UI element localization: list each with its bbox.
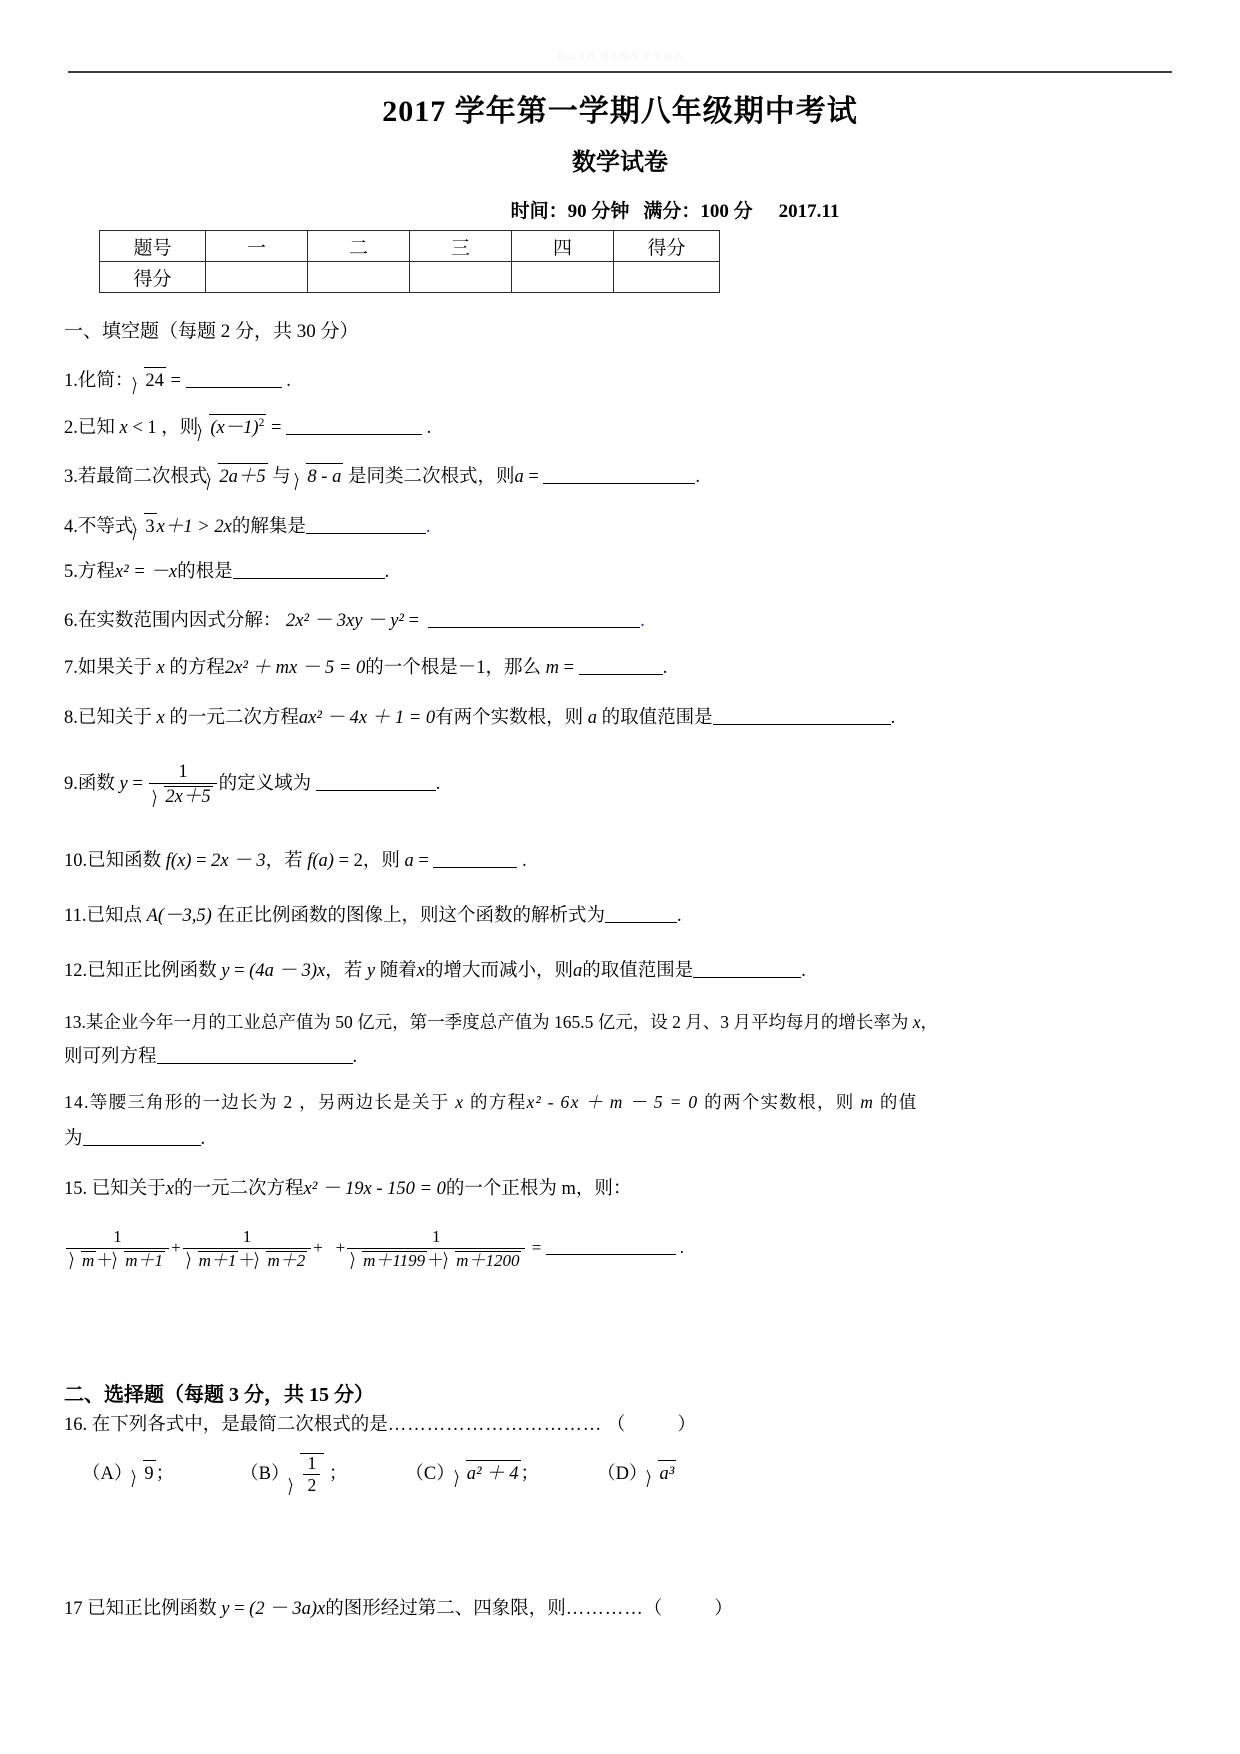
question-number: 9. <box>64 774 78 795</box>
period: . <box>679 1238 685 1258</box>
variable: x <box>119 418 128 439</box>
period: . <box>522 851 527 871</box>
answer-paren-open: （ <box>643 1599 663 1619</box>
sqrt-icon <box>455 1459 521 1488</box>
question-text: 的根是 <box>177 562 233 582</box>
plus-sign: ＋ <box>427 1250 445 1270</box>
score-table-cell-empty[interactable] <box>512 262 614 293</box>
question-number: 16. <box>64 1415 88 1435</box>
score-table-cell: 一 <box>206 231 308 262</box>
fraction-2 <box>183 1228 312 1270</box>
equals-sign: = <box>127 774 148 795</box>
expression: (2 － 3a)x <box>249 1599 326 1619</box>
variable: a <box>404 851 414 871</box>
question-number: 7. <box>64 658 78 678</box>
period: . <box>890 708 896 728</box>
plus-sign: ＋ <box>96 1250 114 1270</box>
question-number: 13. <box>64 1012 86 1032</box>
question-8 <box>64 705 895 732</box>
question-16 <box>64 1412 696 1439</box>
question-text: 的取值范围是 <box>601 708 713 728</box>
question-13-line-1 <box>64 1010 938 1035</box>
total-score-value: 100 分 <box>700 201 753 222</box>
answer-blank[interactable] <box>286 417 422 436</box>
question-text: ，若 <box>325 961 363 981</box>
equals-sign: = <box>403 611 424 631</box>
page-watermark: 精品文档 用心整理 助您成功 <box>556 52 684 62</box>
question-text: 的值 <box>879 1092 918 1112</box>
option-label: （D） <box>597 1464 648 1485</box>
numerator: 1 <box>303 1454 320 1475</box>
variable: x <box>455 1092 465 1112</box>
radicand: m＋2 <box>267 1250 306 1270</box>
section-heading-multiple-choice: 二、选择题（每题 3 分，共 15 分） <box>64 1384 374 1406</box>
question-number: 2. <box>64 418 78 439</box>
question-14-line-1 <box>64 1090 918 1115</box>
variable: y <box>221 1599 230 1619</box>
time-value: 90 分钟 <box>567 201 630 222</box>
question-number: 3. <box>64 467 78 487</box>
expression: 2x² － 3xy － y² <box>286 611 404 631</box>
answer-blank[interactable] <box>579 657 663 676</box>
option-b[interactable] <box>240 1453 348 1496</box>
question-text: 与 <box>272 467 291 487</box>
section-heading-fill-in: 一、填空题（每题 2 分，共 30 分） <box>64 321 359 342</box>
sqrt-icon <box>444 1250 521 1271</box>
plus-sign: ＋ <box>238 1250 256 1270</box>
variable: a <box>514 467 524 487</box>
equals-sign: = <box>165 371 186 391</box>
variable: m <box>860 1092 875 1112</box>
sqrt-icon <box>113 1250 165 1271</box>
question-text: 已知正比例函数 <box>87 961 217 981</box>
answer-blank[interactable] <box>546 1238 676 1255</box>
score-table-cell: 四 <box>512 231 614 262</box>
numerator: 1 <box>347 1228 525 1249</box>
option-a[interactable] <box>82 1464 174 1484</box>
score-table-cell: 二 <box>308 231 410 262</box>
denominator: 2 <box>307 1475 317 1496</box>
variable: y <box>366 961 376 981</box>
sqrt-icon <box>647 1459 676 1488</box>
answer-blank[interactable] <box>83 1128 201 1147</box>
radicand: 24 <box>144 367 166 395</box>
question-text: 的一个根是 <box>365 658 458 678</box>
answer-blank[interactable] <box>428 610 640 629</box>
question-5 <box>64 559 389 586</box>
question-text: 则可列方程 <box>64 1047 157 1067</box>
question-text: 已知正比例函数 <box>87 1599 217 1619</box>
value: 2 <box>353 851 363 871</box>
question-text: ，则 <box>161 418 199 439</box>
question-number: 17 <box>64 1599 83 1619</box>
period: . <box>200 1129 206 1149</box>
variable: x <box>416 961 425 981</box>
equals-sign: = <box>229 961 250 981</box>
denominator <box>347 1249 525 1271</box>
question-number: 5. <box>64 562 78 582</box>
function-notation: f(a) <box>307 851 334 871</box>
score-table-cell: 得分 <box>100 262 206 293</box>
radicand: 9 <box>143 1460 155 1488</box>
operator-plus: + <box>313 1238 323 1258</box>
radicand: a³ <box>658 1460 676 1488</box>
function-notation: f(x) <box>165 851 192 871</box>
equals-sign: = <box>413 851 434 871</box>
expression: ax² － 4x ＋ 1 = 0 <box>298 708 436 728</box>
question-text: 已知点 <box>86 906 142 926</box>
period: . <box>695 467 701 487</box>
leader-dots: ………… <box>565 1599 644 1619</box>
exam-info-line <box>0 196 1240 223</box>
question-text: 已知关于 <box>77 708 152 728</box>
question-text: 的解集是 <box>231 517 306 537</box>
answer-blank[interactable] <box>157 1046 353 1065</box>
question-text: 如果关于 <box>77 658 152 678</box>
score-table-cell-empty[interactable] <box>206 262 308 293</box>
option-separator: ； <box>155 1464 175 1485</box>
question-15-line-1 <box>64 1176 631 1203</box>
period: . <box>384 562 390 582</box>
sqrt-icon <box>70 1250 96 1271</box>
question-text: 的增大而减小，则 <box>424 961 573 981</box>
question-text: 已知 <box>77 418 115 439</box>
question-text: 的一个正根为 m，则： <box>445 1179 632 1199</box>
sqrt-icon <box>187 1250 239 1271</box>
sqrt-icon <box>255 1250 307 1271</box>
question-text: 的取值范围是 <box>582 961 694 981</box>
radicand: a² ＋ 4 <box>466 1460 521 1488</box>
equals-sign: = <box>333 851 354 871</box>
question-text: 化简： <box>77 371 134 391</box>
answer-blank[interactable] <box>306 516 426 535</box>
question-text: 已知函数 <box>87 851 162 871</box>
equals-sign: = <box>266 418 287 439</box>
question-text: 不等式 <box>77 517 134 537</box>
question-text: 方程 <box>77 562 115 582</box>
total-score-label: 满分： <box>643 201 701 222</box>
score-table-cell: 三 <box>410 231 512 262</box>
score-table-cell: 得分 <box>614 231 720 262</box>
question-text: 是同类二次根式，则 <box>347 467 515 487</box>
equals-sign: = <box>559 658 579 678</box>
option-label: （C） <box>405 1464 455 1485</box>
radicand: 3 <box>144 513 156 541</box>
answer-blank[interactable] <box>186 370 282 389</box>
option-label: （A） <box>82 1464 133 1485</box>
leader-dots: …………………………… <box>387 1415 603 1435</box>
equals-sign: = <box>191 851 212 871</box>
radicand: 8 - a <box>306 463 343 491</box>
table-row-header <box>100 231 720 262</box>
question-number: 4. <box>64 517 78 537</box>
sqrt-icon <box>133 512 156 541</box>
expression: 2x² ＋ mx － 5 = 0 <box>224 658 366 678</box>
radicand: 2x＋5 <box>165 787 211 808</box>
variable: x <box>165 1179 174 1199</box>
question-14-line-2 <box>64 1126 205 1153</box>
table-row <box>100 262 720 293</box>
question-text: ， <box>920 1012 939 1032</box>
radicand: m＋1200 <box>456 1250 520 1270</box>
page-title: 2017 学年第一学期八年级期中考试 <box>382 95 858 128</box>
question-number: 11. <box>64 906 87 926</box>
variable: y <box>119 774 128 795</box>
variable: y <box>221 961 230 981</box>
variable: m <box>545 658 559 678</box>
question-text: 的两个实数根，则 <box>704 1092 855 1112</box>
denominator <box>149 784 216 807</box>
question-12 <box>64 958 806 985</box>
value: －1 <box>457 658 486 678</box>
expression: x＋1 > 2x <box>156 517 232 537</box>
question-text: 在下列各式中，是最简二次根式的是 <box>91 1415 388 1435</box>
question-3 <box>64 462 700 491</box>
question-text: 在实数范围内因式分解： <box>77 611 282 631</box>
sqrt-icon <box>153 785 212 807</box>
question-text: 的方程 <box>470 1092 527 1112</box>
option-d[interactable] <box>597 1464 676 1484</box>
answer-blank[interactable] <box>433 850 517 869</box>
question-4 <box>64 512 430 541</box>
expression: x² - 6x ＋ m － 5 = 0 <box>526 1092 699 1112</box>
exam-date: 2017.11 <box>778 201 840 222</box>
expression: (4a － 3)x <box>249 961 326 981</box>
answer-blank[interactable] <box>316 773 436 792</box>
question-number: 10. <box>64 851 88 871</box>
fraction <box>303 1454 320 1496</box>
sqrt-icon <box>198 413 266 442</box>
question-text: 等腰三角形的一边长为 2 ，另两边长是关于 <box>89 1092 450 1112</box>
sqrt-icon <box>132 1459 155 1488</box>
question-7 <box>64 655 667 682</box>
variable: a <box>587 708 597 728</box>
question-number: 12. <box>64 961 88 981</box>
question-number: 15. <box>64 1179 88 1199</box>
question-text: 的方程 <box>169 658 225 678</box>
variable: x <box>912 1012 921 1032</box>
period: . <box>286 371 291 391</box>
question-text: 已知关于 <box>91 1179 166 1199</box>
operator-plus: + <box>171 1238 181 1258</box>
question-text: 函数 <box>77 774 115 795</box>
equals-sign: = <box>523 467 544 487</box>
equals-sign: = <box>527 1238 546 1258</box>
answer-blank[interactable] <box>693 960 801 979</box>
option-label: （B） <box>240 1464 290 1485</box>
question-9 <box>64 762 440 808</box>
expression: x² = －x <box>114 562 178 582</box>
expression: 2x － 3 <box>211 851 266 871</box>
score-table-cell: 题号 <box>100 231 206 262</box>
radicand: m＋1 <box>125 1250 164 1270</box>
option-separator: ； <box>520 1464 540 1485</box>
relation: < 1 <box>127 418 157 439</box>
sqrt-icon <box>133 366 166 395</box>
score-table-cell-empty[interactable] <box>410 262 512 293</box>
period: . <box>426 418 432 439</box>
question-1 <box>64 366 291 395</box>
numerator: 1 <box>183 1228 312 1249</box>
period: . <box>801 961 806 981</box>
option-c[interactable] <box>405 1464 539 1484</box>
radicand: m <box>82 1250 95 1270</box>
fraction-1 <box>66 1228 169 1270</box>
question-number: 14. <box>64 1092 90 1112</box>
question-text: 有两个实数根，则 <box>435 708 584 728</box>
denominator <box>183 1249 312 1271</box>
sqrt-icon <box>351 1250 427 1271</box>
variable: a <box>572 961 583 981</box>
score-table-cell-empty[interactable] <box>614 262 720 293</box>
answer-blank[interactable] <box>605 905 677 924</box>
question-text: 某企业今年一月的工业总产值为 50 亿元，第一季度总产值为 165.5 亿元，设 2 月、3 月平均每月的增长率为 <box>85 1012 909 1032</box>
operator-plus: + <box>335 1238 346 1258</box>
answer-paren-close: ） <box>677 1415 696 1435</box>
fraction <box>149 762 216 808</box>
period: . <box>435 774 441 795</box>
question-15-expression <box>64 1228 684 1270</box>
question-number: 1. <box>64 371 78 391</box>
radicand <box>300 1453 324 1496</box>
variable: x <box>156 658 165 678</box>
question-13-line-2 <box>64 1044 357 1071</box>
question-text: 若最简二次根式 <box>77 467 208 487</box>
radicand: m＋1199 <box>363 1250 426 1270</box>
radicand: m＋1 <box>198 1250 237 1270</box>
question-text: 在正比例函数的图像上，则这个函数的解析式为 <box>216 906 605 926</box>
answer-paren-close: ） <box>714 1599 733 1619</box>
question-text: 的一元二次方程 <box>173 1179 304 1199</box>
equals-sign: = <box>229 1599 250 1619</box>
question-number: 8. <box>64 708 78 728</box>
numerator: 1 <box>66 1228 169 1249</box>
period: . <box>352 1047 358 1067</box>
numerator: 1 <box>149 762 216 784</box>
sqrt-icon <box>207 462 267 491</box>
option-separator: ； <box>328 1464 348 1485</box>
fraction-3 <box>347 1228 525 1270</box>
answer-blank[interactable] <box>233 561 385 580</box>
header-divider-rule <box>68 71 1172 73</box>
answer-paren-open: （ <box>606 1415 626 1435</box>
time-label: 时间： <box>510 201 568 222</box>
question-17 <box>64 1596 733 1623</box>
question-2 <box>64 413 431 442</box>
question-text: ，则 <box>362 851 400 871</box>
sqrt-icon <box>289 1452 324 1496</box>
score-table <box>99 230 720 293</box>
question-text: ，那么 <box>485 658 541 678</box>
answer-blank[interactable] <box>713 707 891 726</box>
question-text: ，若 <box>265 851 303 871</box>
expression: x² － 19x - 150 = 0 <box>303 1179 446 1199</box>
question-text: 为 <box>64 1129 83 1149</box>
question-text: 的一元二次方程 <box>169 708 299 728</box>
period: . <box>676 906 682 926</box>
question-text: 随着 <box>379 961 417 981</box>
page-subtitle: 数学试卷 <box>572 150 668 176</box>
question-number: 6. <box>64 611 78 631</box>
question-text: 的定义域为 <box>218 774 312 795</box>
period: . <box>640 611 645 631</box>
variable: x <box>156 708 165 728</box>
question-10 <box>64 848 527 875</box>
radicand: $(x-1)^2$ <box>209 414 266 442</box>
question-6 <box>64 608 645 635</box>
point-coordinate: A(－3,5) <box>146 906 212 926</box>
question-text: 的图形经过第二、四象限，则 <box>325 1599 566 1619</box>
answer-blank[interactable] <box>543 466 695 485</box>
period: . <box>662 658 668 678</box>
score-table-cell-empty[interactable] <box>308 262 410 293</box>
question-16-options <box>82 1452 676 1496</box>
period: . <box>425 517 431 537</box>
question-11 <box>64 903 682 930</box>
sqrt-icon <box>295 462 343 491</box>
denominator <box>66 1249 169 1271</box>
radicand: 2a＋5 <box>218 463 267 491</box>
